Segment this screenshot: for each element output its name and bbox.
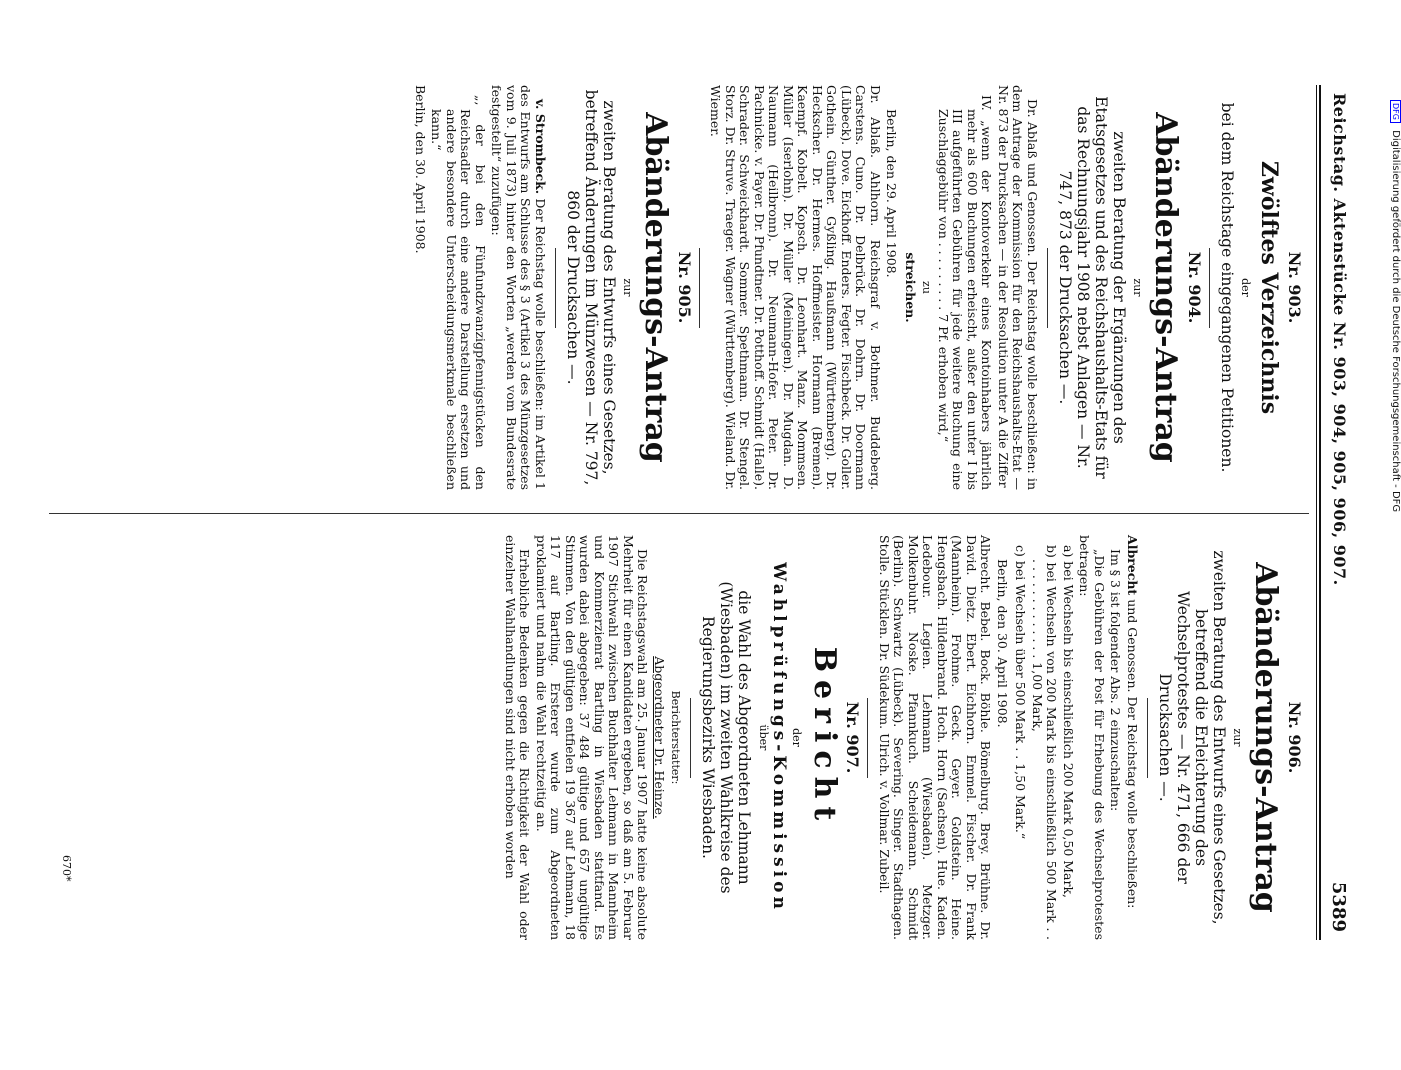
section-903	[1209, 85, 1304, 490]
connector-text: der	[1239, 278, 1253, 297]
section-title: zweiten Beratung des Entwurfs eines Gesetzes, betreffend Änderungen im Münzwesen — Nr. 797, 860 der Drucksachen —.	[564, 89, 618, 486]
motion-intro: Der Reichstag wolle beschließen: im Artikel 1 des Entwurfs am Schlusse des § 3 (Artikel 3 des Münzgesetzes vom 9. Juli 1873) hinter den Worten „werden vom Bundesrate festgestellt“ zuzufügen:	[489, 85, 548, 490]
motion-intro: Dr. Ablaß und Genossen. Der Reichstag wolle beschließen: in dem Antrage der Kommission für den Reichshaushalts-Etat — Nr. 873 der Drucksachen — in der Resolution unter A die Ziffer	[996, 85, 1040, 490]
section-headline: Abänderungs-Antrag	[638, 112, 674, 463]
motion-author: v. Strombeck.	[533, 99, 548, 195]
page-code: 670*	[60, 855, 73, 882]
motion-action: streichen.	[903, 252, 918, 323]
report-paragraph: Erhebliche Bedenken gegen die Richtigkeit der Wahl oder einzelner Wahlhandlungen sind nicht erhoben worden	[503, 535, 533, 940]
report-paragraph: Die Reichstagswahl am 25. Januar 1907 hatte keine absolute Mehrheit für einen Kandidaten ergeben, so daß am 5. Februar 1907 Stichwahl zwischen Buchhalter Lehmann in Mannheim und Kommerzienrat Bartling in Wiesbaden stattfand. Es wurden dabei abgegeben: 37 484 gültige und 657 ungültige Stimmen. Von den gültigen entfielen 19 367 auf Lehmann, 18 117 auf Bartling. Ersterer wurde zum Abgeordneten proklamiert und nahm die Wahl rechtzeitig an.	[534, 535, 651, 940]
section-subtitle: bei dem Reichstage eingegangenen Petitionen.	[1218, 102, 1236, 473]
motion-date: Berlin, den 29. April 1908.	[884, 109, 900, 278]
section-rule	[868, 698, 869, 778]
motion-quote: „, der bei den Fünfundzwanzigpfennigstücken den Reichsadler durch eine andere Darstellung ersetzen und andere besondere Unterscheidungsmerkmale beschließen kann.“	[429, 95, 488, 490]
section-number: Nr. 907.	[843, 701, 863, 774]
section-906	[868, 535, 1302, 940]
fee-item-b: b) bei Wechseln von 200 Mark bis einschließlich 500 Mark . . . . . . . . . . . . . . . 1,00 Mark,	[1030, 545, 1060, 940]
section-number: Nr. 903.	[1285, 251, 1304, 324]
connector-text: zur	[1131, 278, 1145, 297]
section-rule	[1209, 248, 1210, 328]
reporter-name: Abgeordneter Dr. Heinze.	[652, 656, 667, 819]
section-905	[413, 85, 692, 490]
motion-item: IV. „wenn der Kontoverkehr eines Kontoinhabers jährlich mehr als 600 Buchungen erheischt, außer den unter I bis III aufgeführten Gebühren für jede weitere Buchung eine Zuschlaggebühr von . . . . . . . . . 7 Pf. erhoben wird,“	[936, 95, 995, 490]
section-rule	[699, 248, 700, 328]
fee-item-c: c) bei Wechseln über 500 Mark . . 1,50 Mark.“	[1013, 545, 1029, 840]
page-header	[1319, 85, 1351, 940]
column-divider	[49, 513, 1309, 514]
left-column	[411, 85, 1304, 490]
header-rule	[1316, 85, 1317, 940]
section-rule	[555, 248, 556, 328]
section-headline: Abänderungs-Antrag	[1148, 112, 1184, 463]
digitization-note	[1390, 100, 1401, 1070]
section-rule	[1047, 248, 1048, 328]
section-907	[503, 535, 863, 940]
motion-author: Albrecht	[1125, 535, 1140, 596]
section-904	[699, 85, 1204, 490]
motion-date: Berlin, den 30. April 1908.	[413, 85, 428, 254]
section-number: Nr. 904.	[1185, 251, 1204, 324]
page-content	[51, 85, 1351, 940]
connector-text: zur	[621, 278, 635, 297]
motion-intro: und Genossen. Der Reichstag wolle beschließen:	[1125, 599, 1140, 909]
signatories: Dr. Ablaß. Ahlhorn. Reichsgraf v. Bothmer. Buddeberg. Carstens. Cuno. Dr. Delbrück. Dr. Dohrn. Dr. Doormann (Lübeck). Dove. Eickhoff. Enders. Fegter. Fischbeck. Dr. Goller. Gothein. Günther. Gyßling. Haußmann (Württemberg). Dr. Heckscher. Dr. Hermes. Hoffmeister. Hormann (Bremen). Kaempf. Kobelt. Kopsch. Dr. Leonhart. Manz. Mommsen. Müller (Iserlohn). Dr. Müller (Meiningen). Dr. Mugdan. D. Naumann (Heilbronn). Dr. Neumann-Hofer. Peter. Dr. Pachnicke. v. Payer. Dr. Pfundtner. Dr. Potthoff. Schmidt (Halle). Schrader. Schweickhardt. Sommer. Spethmann. Dr. Stengel. Storz. Dr. Struve. Traeger. Wagner (Württemberg). Wieland. Dr. Wiemer.	[708, 85, 883, 490]
motion-paragraph: „Die Gebühren der Post für Erhebung des Wechselprotestes betragen:	[1077, 535, 1107, 940]
right-column	[501, 535, 1304, 940]
fee-item-a: a) bei Wechseln bis einschließlich 200 Mark 0,50 Mark,	[1061, 545, 1076, 899]
connector-text: der	[790, 728, 803, 747]
digitization-text: Digitalisierung gefördert durch die Deutsche Forschungsgemeinschaft - DFG	[1390, 130, 1401, 513]
commission-name: Wahlprüfungs-Kommission	[769, 562, 790, 913]
reporter-label: Berichterstatter:	[669, 690, 683, 785]
section-title: zweiten Beratung der Ergänzungen des Etatsgesetzes und des Reichshaushalts-Etats für das Rechnungsjahr 1908 nebst Anlagen — Nr. 747, 873 der Drucksachen —.	[1056, 96, 1128, 479]
motion-paragraph: Im § 3 ist folgender Abs. 2 einzuschalten:	[1108, 549, 1124, 812]
header-title: Reichstag. Aktenstücke Nr. 903, 904, 905, 906, 907.	[1330, 93, 1349, 586]
signatories: Albrecht. Bebel. Bock. Böhle. Bömelburg. Brey. Brühne. Dr. David. Dietz. Ebert. Eichhorn. Emmel. Fischer. Dr. Frank (Mannheim). Frohme. Geck. Geyer. Goldstein. Heine. Hengsbach. Hildenbrand. Hoch. Horn (Sachsen). Hue. Kaden. Ledebour. Legien. Lehmann (Wiesbaden). Metzger. Molkenbuhr. Noske. Pfannkuch. Scheidemann. Schmidt (Berlin). Schwartz (Lübeck). Severing. Singer. Stadthagen. Stolle. Stücklen. Dr. Südekum. Ulrich. v. Vollmar. Zubeil.	[877, 535, 994, 940]
section-headline: Zwölftes Verzeichnis	[1256, 160, 1283, 415]
section-rule	[1147, 698, 1148, 778]
section-number: Nr. 906.	[1285, 701, 1304, 774]
section-title: zweiten Beratung des Entwurfs eines Gesetzes, betreffend die Erleichterung des Wechselprotestes — Nr. 471, 666 der Drucksachen —.	[1156, 550, 1228, 925]
page-number: 5389	[1328, 881, 1349, 932]
section-rule	[691, 698, 692, 778]
section-number: Nr. 905.	[675, 251, 694, 324]
connector-text: über	[757, 724, 770, 751]
motion-date: Berlin, den 30. April 1908.	[995, 559, 1010, 728]
dfg-logo: DFG	[1390, 100, 1401, 123]
section-title: die Wahl des Abgeordneten Lehmann (Wiesbaden) im zweiten Wahlkreise des Regierungsbezirks Wiesbaden.	[699, 581, 754, 894]
connector-text: zur	[1231, 728, 1245, 747]
section-headline: Abänderungs-Antrag	[1248, 562, 1284, 913]
section-headline: Bericht	[807, 646, 842, 829]
connector-text: zu	[920, 281, 934, 294]
